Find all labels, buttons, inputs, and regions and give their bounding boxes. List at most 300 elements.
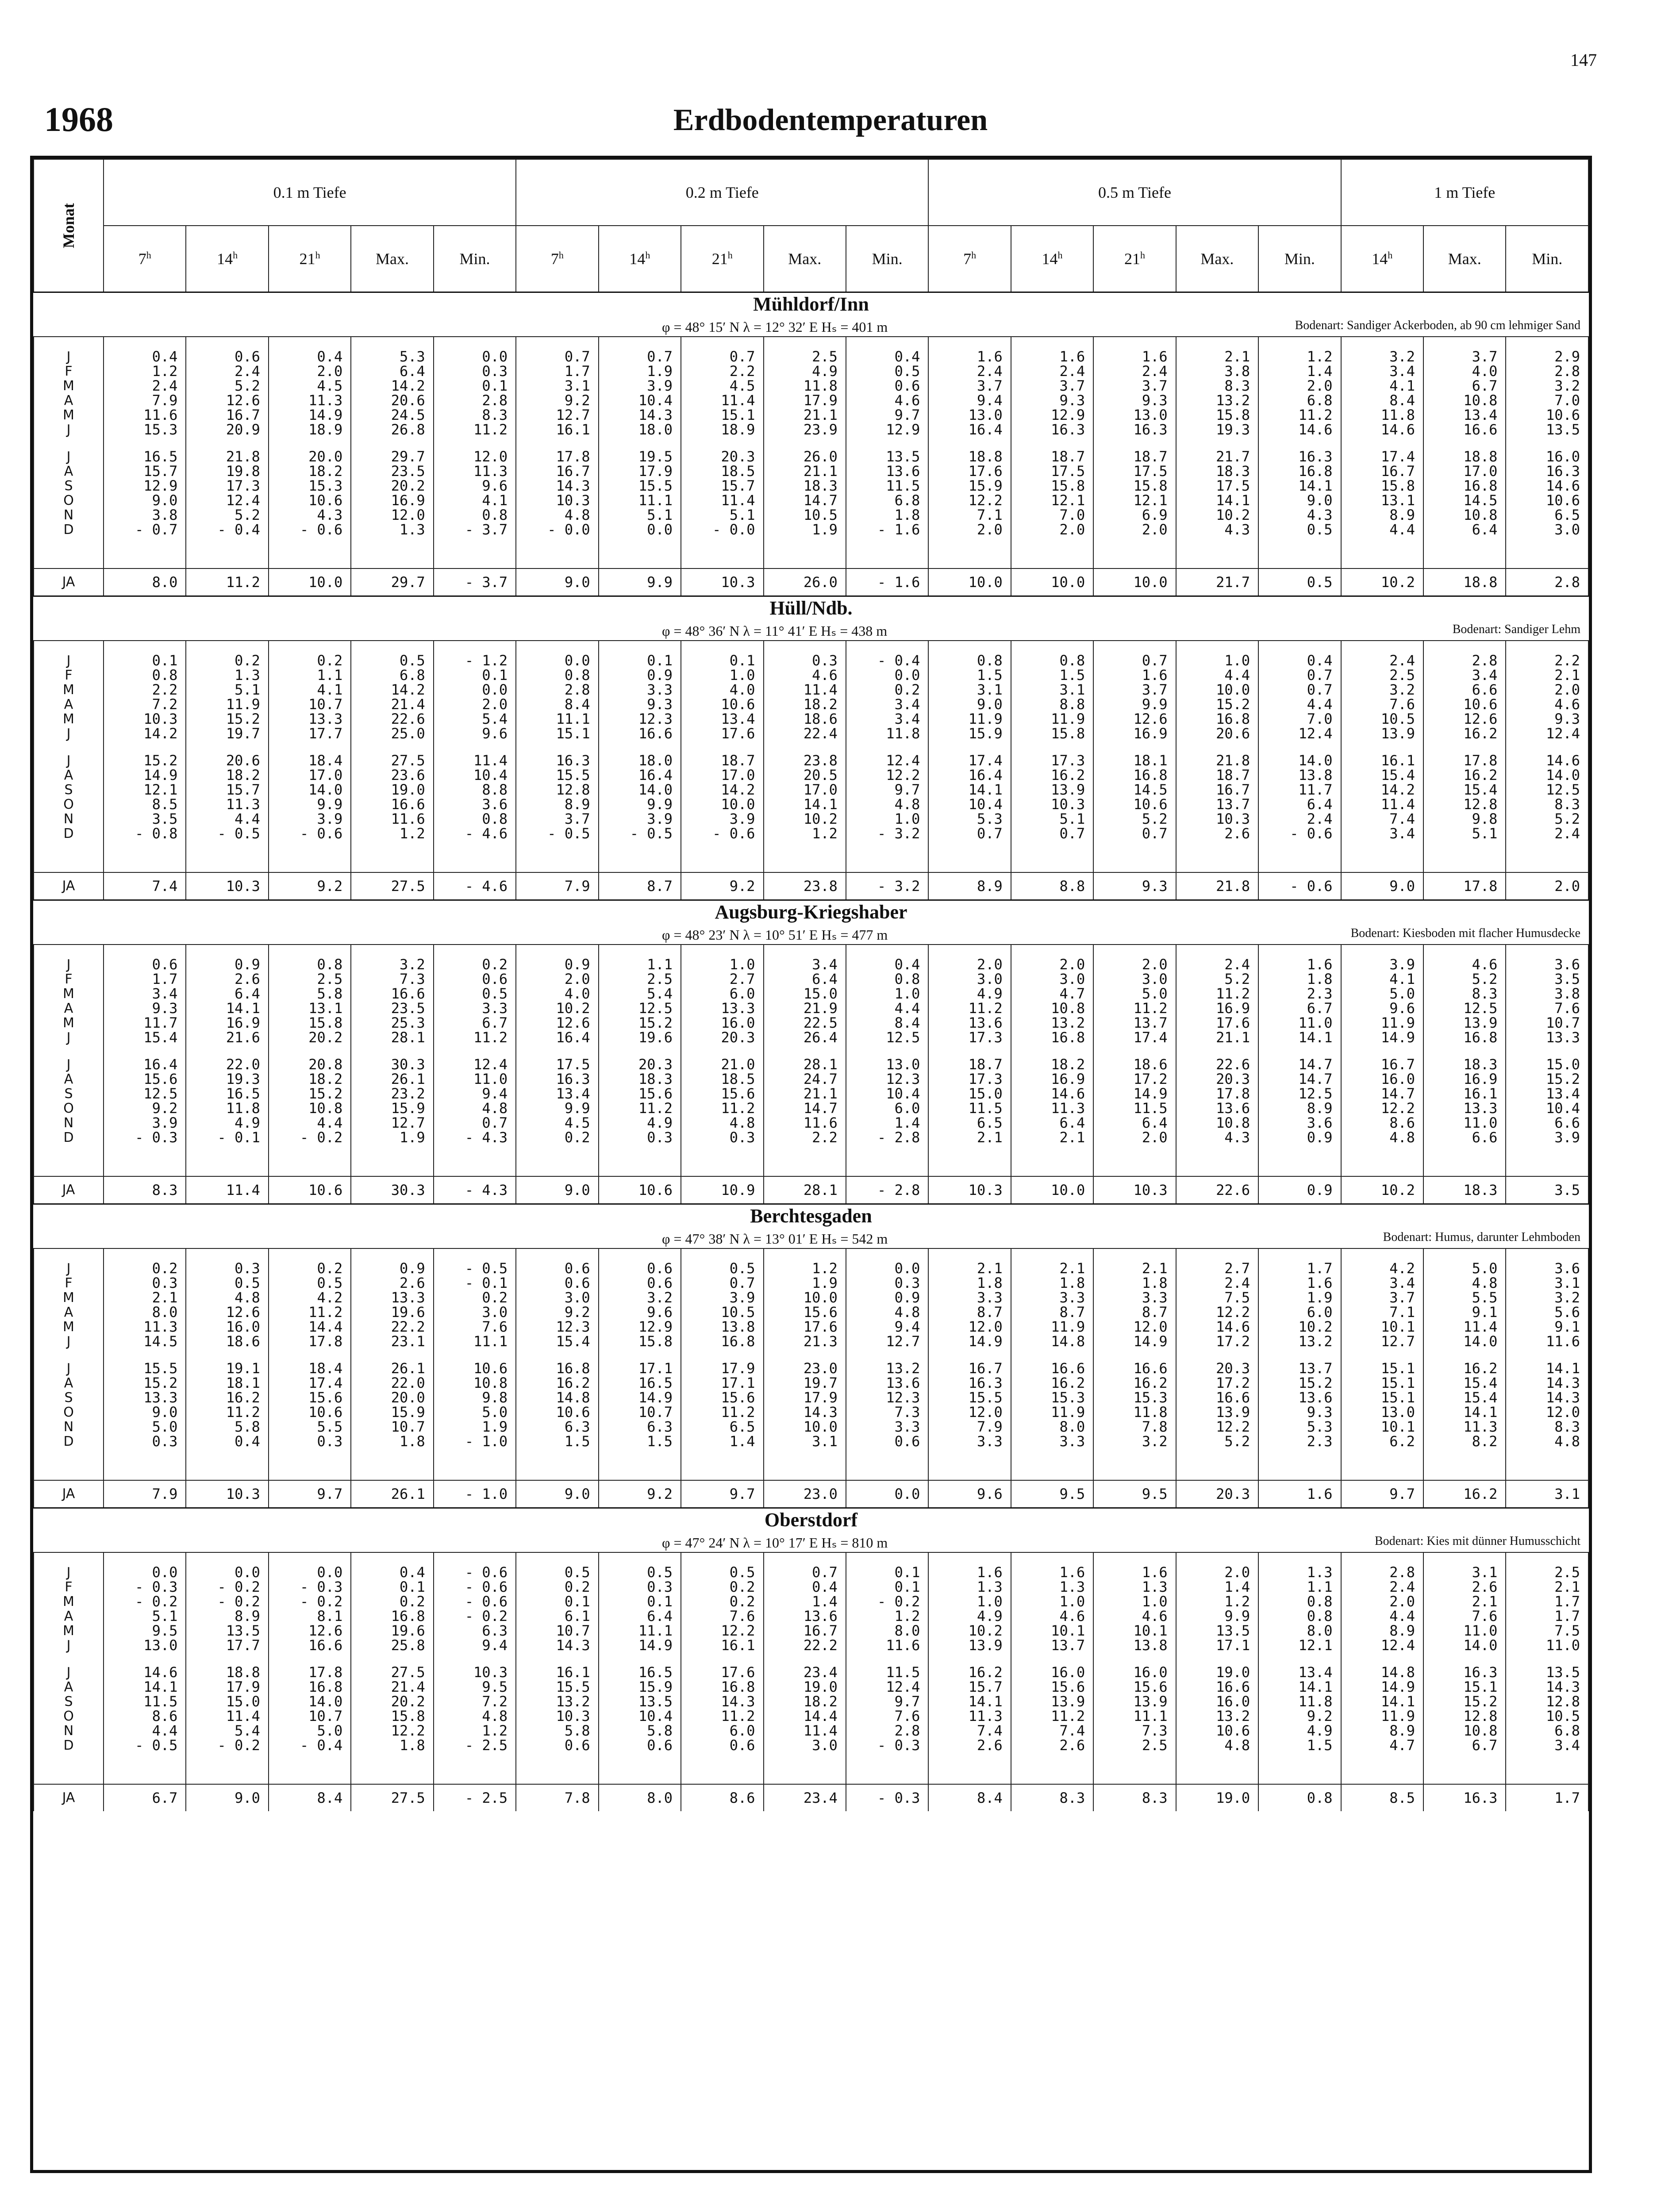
table-row bbox=[34, 1261, 1588, 1276]
table-row bbox=[34, 753, 1588, 768]
table-cell: 20.3 bbox=[681, 449, 763, 464]
table-cell: 13.8 bbox=[681, 1320, 763, 1334]
table-cell: 4.8 bbox=[846, 797, 928, 812]
table-cell: 8.9 bbox=[928, 872, 1011, 900]
table-cell: 29.7 bbox=[351, 568, 433, 596]
table-cell: 0.7 bbox=[681, 1276, 763, 1290]
table-cell: 12.7 bbox=[516, 408, 598, 422]
table-cell: 0.2 bbox=[351, 1594, 433, 1609]
table-cell: 18.7 bbox=[1011, 449, 1093, 464]
table-cell: 14.2 bbox=[104, 726, 186, 741]
table-cell: 1.7 bbox=[1258, 1261, 1341, 1276]
table-cell: 12.7 bbox=[351, 1116, 433, 1130]
table-cell: 6.8 bbox=[846, 493, 928, 508]
table-cell: 13.0 bbox=[928, 408, 1011, 422]
table-cell: 8.4 bbox=[928, 1784, 1011, 1811]
table-cell: 17.8 bbox=[1176, 1087, 1258, 1101]
table-cell: 2.8 bbox=[1506, 568, 1588, 596]
table-cell: 3.9 bbox=[1506, 1130, 1588, 1145]
month-label: J bbox=[34, 1361, 104, 1376]
table-cell: 0.9 bbox=[351, 1261, 433, 1276]
month-label: J bbox=[34, 1565, 104, 1580]
table-cell: 0.0 bbox=[434, 349, 516, 364]
table-row bbox=[34, 379, 1588, 393]
station-coords: φ = 48° 36′ N λ = 11° 41′ E Hₛ = 438 m bbox=[662, 622, 888, 639]
table-cell: 8.6 bbox=[1341, 1116, 1423, 1130]
table-cell: 2.0 bbox=[434, 697, 516, 712]
table-cell: 0.7 bbox=[516, 349, 598, 364]
table-cell: 0.8 bbox=[1011, 653, 1093, 668]
table-cell: 16.7 bbox=[1341, 464, 1423, 479]
table-cell: 16.1 bbox=[516, 422, 598, 437]
table-cell: 14.2 bbox=[351, 379, 433, 393]
station-name: Oberstdorf bbox=[34, 1508, 1588, 1532]
table-cell: - 0.2 bbox=[186, 1580, 268, 1594]
table-cell: 10.8 bbox=[1423, 393, 1506, 408]
month-label: A bbox=[34, 768, 104, 783]
table-cell: 15.7 bbox=[104, 464, 186, 479]
table-cell: 14.5 bbox=[1093, 783, 1176, 797]
table-cell: 13.9 bbox=[1423, 1016, 1506, 1030]
table-cell: 8.6 bbox=[104, 1709, 186, 1724]
table-cell: 11.0 bbox=[434, 1072, 516, 1087]
table-cell: 0.8 bbox=[434, 508, 516, 522]
table-cell: 14.1 bbox=[186, 1001, 268, 1016]
table-cell: 17.8 bbox=[269, 1665, 351, 1680]
table-cell: 4.8 bbox=[186, 1290, 268, 1305]
table-cell: - 0.6 bbox=[681, 826, 763, 841]
table-cell: 13.3 bbox=[269, 712, 351, 726]
table-cell: 1.6 bbox=[1258, 1480, 1341, 1508]
table-cell: 5.2 bbox=[1093, 812, 1176, 826]
table-cell: 10.3 bbox=[681, 568, 763, 596]
table-cell: 10.2 bbox=[928, 1624, 1011, 1638]
table-cell: 16.6 bbox=[1423, 422, 1506, 437]
table-cell: 19.0 bbox=[1176, 1784, 1258, 1811]
table-cell: 15.5 bbox=[104, 1361, 186, 1376]
table-cell: 10.7 bbox=[269, 697, 351, 712]
table-cell: 10.6 bbox=[516, 1405, 598, 1420]
table-cell: 3.9 bbox=[104, 1116, 186, 1130]
table-cell: 1.3 bbox=[1258, 1565, 1341, 1580]
table-cell: 0.5 bbox=[1258, 568, 1341, 596]
table-cell: 19.8 bbox=[186, 464, 268, 479]
table-cell: 11.5 bbox=[1093, 1101, 1176, 1116]
table-cell: 1.8 bbox=[351, 1738, 433, 1753]
table-cell: 7.4 bbox=[928, 1724, 1011, 1738]
table-cell: 1.6 bbox=[1258, 957, 1341, 972]
table-cell: 16.3 bbox=[1093, 422, 1176, 437]
table-cell: 11.6 bbox=[351, 812, 433, 826]
table-cell: 14.9 bbox=[599, 1390, 681, 1405]
table-cell: 18.3 bbox=[764, 479, 846, 493]
table-cell: 10.1 bbox=[1341, 1320, 1423, 1334]
table-row bbox=[34, 1361, 1588, 1376]
table-cell: 14.3 bbox=[1506, 1680, 1588, 1694]
table-row bbox=[34, 479, 1588, 493]
table-cell: 2.0 bbox=[1341, 1594, 1423, 1609]
table-cell: 15.9 bbox=[351, 1101, 433, 1116]
spacer-row bbox=[34, 1449, 1588, 1480]
table-row bbox=[34, 812, 1588, 826]
table-cell: 9.4 bbox=[434, 1087, 516, 1101]
table-cell: 0.1 bbox=[351, 1580, 433, 1594]
table-cell: 17.6 bbox=[681, 1665, 763, 1680]
table-cell: 0.6 bbox=[516, 1261, 598, 1276]
table-cell: 18.0 bbox=[599, 753, 681, 768]
table-cell: 4.0 bbox=[681, 683, 763, 697]
table-cell: 11.1 bbox=[599, 1624, 681, 1638]
table-cell: 20.8 bbox=[269, 1057, 351, 1072]
month-label: O bbox=[34, 1709, 104, 1724]
table-cell: 9.5 bbox=[434, 1680, 516, 1694]
table-cell: 13.6 bbox=[928, 1016, 1011, 1030]
table-cell: 3.9 bbox=[681, 1290, 763, 1305]
table-row bbox=[34, 957, 1588, 972]
table-cell: 3.1 bbox=[1506, 1276, 1588, 1290]
table-cell: 13.9 bbox=[928, 1638, 1011, 1653]
table-cell: 0.8 bbox=[1258, 1594, 1341, 1609]
spacer-row bbox=[34, 437, 1588, 449]
table-cell: 3.6 bbox=[1258, 1116, 1341, 1130]
table-cell: 0.2 bbox=[434, 957, 516, 972]
table-cell: 17.1 bbox=[681, 1376, 763, 1390]
table-cell: 15.6 bbox=[1093, 1680, 1176, 1694]
table-row bbox=[34, 1738, 1588, 1753]
table-cell: 0.2 bbox=[104, 1261, 186, 1276]
table-cell: 10.7 bbox=[269, 1709, 351, 1724]
spacer-row bbox=[34, 945, 1588, 957]
table-cell: 3.5 bbox=[1506, 972, 1588, 987]
table-cell: 14.1 bbox=[1258, 479, 1341, 493]
table-cell: - 0.6 bbox=[269, 522, 351, 537]
table-cell: 15.8 bbox=[1176, 408, 1258, 422]
month-label: F bbox=[34, 972, 104, 987]
table-cell: 9.4 bbox=[434, 1638, 516, 1653]
table-cell: 7.8 bbox=[1093, 1420, 1176, 1434]
table-cell: - 0.6 bbox=[434, 1580, 516, 1594]
table-cell: 10.2 bbox=[1258, 1320, 1341, 1334]
table-cell: 13.0 bbox=[1093, 408, 1176, 422]
table-cell: 2.5 bbox=[1341, 668, 1423, 683]
table-cell: 13.5 bbox=[599, 1694, 681, 1709]
table-cell: 0.4 bbox=[351, 1565, 433, 1580]
table-cell: 8.0 bbox=[104, 1305, 186, 1320]
table-cell: 12.7 bbox=[846, 1334, 928, 1349]
station-coords: φ = 47° 38′ N λ = 13° 01′ E Hₛ = 542 m bbox=[662, 1230, 888, 1247]
table-cell: 23.6 bbox=[351, 768, 433, 783]
table-row bbox=[34, 1016, 1588, 1030]
table-cell: 17.0 bbox=[681, 768, 763, 783]
month-label: J bbox=[34, 349, 104, 364]
table-cell: 3.4 bbox=[1341, 826, 1423, 841]
table-cell: 9.5 bbox=[1093, 1480, 1176, 1508]
month-label: N bbox=[34, 1724, 104, 1738]
table-cell: 11.5 bbox=[928, 1101, 1011, 1116]
table-cell: 14.1 bbox=[1506, 1361, 1588, 1376]
table-cell: 2.1 bbox=[928, 1130, 1011, 1145]
table-cell: 4.8 bbox=[1341, 1130, 1423, 1145]
table-cell: - 0.2 bbox=[846, 1594, 928, 1609]
table-cell: 9.5 bbox=[104, 1624, 186, 1638]
table-cell: - 0.1 bbox=[434, 1276, 516, 1290]
table-cell: 17.4 bbox=[1093, 1030, 1176, 1045]
table-cell: 0.3 bbox=[846, 1276, 928, 1290]
table-cell: 7.9 bbox=[104, 1480, 186, 1508]
table-cell: 10.8 bbox=[434, 1376, 516, 1390]
table-cell: 1.0 bbox=[681, 668, 763, 683]
table-cell: 11.0 bbox=[1258, 1016, 1341, 1030]
table-cell: 2.6 bbox=[186, 972, 268, 987]
table-cell: 5.8 bbox=[516, 1724, 598, 1738]
table-cell: 20.3 bbox=[1176, 1480, 1258, 1508]
table-cell: 14.7 bbox=[1258, 1057, 1341, 1072]
table-cell: 1.0 bbox=[846, 987, 928, 1001]
month-label: N bbox=[34, 1116, 104, 1130]
table-cell: 1.0 bbox=[1093, 1594, 1176, 1609]
table-cell: 6.3 bbox=[434, 1624, 516, 1638]
table-cell: 4.9 bbox=[1258, 1724, 1341, 1738]
table-cell: 27.5 bbox=[351, 1784, 433, 1811]
table-cell: 6.6 bbox=[1423, 683, 1506, 697]
table-cell: 16.8 bbox=[1011, 1030, 1093, 1045]
table-cell: 13.6 bbox=[846, 464, 928, 479]
table-cell: 11.5 bbox=[846, 1665, 928, 1680]
spacer-row bbox=[34, 537, 1588, 568]
table-cell: 14.4 bbox=[269, 1320, 351, 1334]
table-cell: 12.8 bbox=[1423, 1709, 1506, 1724]
annual-label: JA bbox=[34, 1480, 104, 1508]
table-cell: 20.9 bbox=[186, 422, 268, 437]
table-cell: 11.6 bbox=[764, 1116, 846, 1130]
table-cell: 18.7 bbox=[1093, 449, 1176, 464]
table-cell: 16.9 bbox=[1423, 1072, 1506, 1087]
table-cell: 16.3 bbox=[928, 1376, 1011, 1390]
table-cell: 12.4 bbox=[846, 753, 928, 768]
month-label: S bbox=[34, 479, 104, 493]
table-cell: 0.7 bbox=[1011, 826, 1093, 841]
table-cell: 3.7 bbox=[928, 379, 1011, 393]
table-cell: 1.9 bbox=[599, 364, 681, 379]
table-cell: 8.9 bbox=[1341, 1724, 1423, 1738]
table-cell: 9.1 bbox=[1423, 1305, 1506, 1320]
table-cell: 26.1 bbox=[351, 1361, 433, 1376]
table-cell: 2.1 bbox=[1176, 349, 1258, 364]
table-cell: 10.6 bbox=[599, 1176, 681, 1204]
table-cell: 3.7 bbox=[1011, 379, 1093, 393]
table-cell: 16.9 bbox=[1093, 726, 1176, 741]
table-cell: 21.8 bbox=[1176, 872, 1258, 900]
table-cell: 9.2 bbox=[269, 872, 351, 900]
table-cell: 14.1 bbox=[104, 1680, 186, 1694]
table-cell: 2.1 bbox=[1093, 1261, 1176, 1276]
table-cell: 8.9 bbox=[186, 1609, 268, 1624]
table-cell: 19.3 bbox=[186, 1072, 268, 1087]
table-cell: 16.3 bbox=[516, 1072, 598, 1087]
table-cell: 15.3 bbox=[1093, 1390, 1176, 1405]
table-cell: 12.4 bbox=[1506, 726, 1588, 741]
column-header: Max. bbox=[764, 226, 846, 292]
table-cell: 16.6 bbox=[351, 797, 433, 812]
table-cell: 14.0 bbox=[1506, 768, 1588, 783]
table-cell: 16.0 bbox=[186, 1320, 268, 1334]
table-cell: 11.4 bbox=[1341, 797, 1423, 812]
station-coords: φ = 47° 24′ N λ = 10° 17′ E Hₛ = 810 m bbox=[662, 1534, 888, 1551]
table-cell: 26.0 bbox=[764, 449, 846, 464]
table-cell: 0.4 bbox=[186, 1434, 268, 1449]
table-cell: 11.6 bbox=[104, 408, 186, 422]
table-cell: 19.0 bbox=[1176, 1665, 1258, 1680]
table-cell: 6.4 bbox=[1011, 1116, 1093, 1130]
table-cell: 1.8 bbox=[1093, 1276, 1176, 1290]
table-cell: 7.6 bbox=[681, 1609, 763, 1624]
table-cell: 9.7 bbox=[681, 1480, 763, 1508]
table-cell: 16.3 bbox=[1011, 422, 1093, 437]
table-cell: 5.4 bbox=[434, 712, 516, 726]
table-cell: 2.6 bbox=[928, 1738, 1011, 1753]
table-cell: 17.6 bbox=[1176, 1016, 1258, 1030]
table-cell: 3.0 bbox=[764, 1738, 846, 1753]
month-label: J bbox=[34, 653, 104, 668]
table-cell: 13.5 bbox=[186, 1624, 268, 1638]
table-cell: 10.5 bbox=[681, 1305, 763, 1320]
table-cell: 5.0 bbox=[1093, 987, 1176, 1001]
table-cell: 13.9 bbox=[1176, 1405, 1258, 1420]
table-cell: 6.9 bbox=[1093, 508, 1176, 522]
table-cell: 10.8 bbox=[1423, 1724, 1506, 1738]
table-cell: 8.5 bbox=[1341, 1784, 1423, 1811]
table-cell: 4.9 bbox=[599, 1116, 681, 1130]
table-row bbox=[34, 697, 1588, 712]
column-header: 7$^h$ bbox=[516, 226, 598, 292]
table-cell: 4.1 bbox=[1341, 379, 1423, 393]
table-cell: 11.4 bbox=[681, 393, 763, 408]
depth-header: 0.5 m Tiefe bbox=[928, 159, 1341, 226]
table-cell: 15.7 bbox=[928, 1680, 1011, 1694]
table-cell: 1.2 bbox=[1176, 1594, 1258, 1609]
table-cell: 11.2 bbox=[1093, 1001, 1176, 1016]
table-cell: 10.3 bbox=[516, 1709, 598, 1724]
table-cell: 5.3 bbox=[1258, 1420, 1341, 1434]
table-cell: 4.4 bbox=[1258, 697, 1341, 712]
table-cell: 11.0 bbox=[1423, 1624, 1506, 1638]
month-label: A bbox=[34, 697, 104, 712]
table-cell: 9.2 bbox=[681, 872, 763, 900]
table-cell: 11.4 bbox=[681, 493, 763, 508]
table-cell: 16.4 bbox=[928, 422, 1011, 437]
table-cell: 13.9 bbox=[1011, 1694, 1093, 1709]
table-cell: 16.7 bbox=[764, 1624, 846, 1638]
table-cell: 6.4 bbox=[1258, 797, 1341, 812]
month-label: M bbox=[34, 408, 104, 422]
table-cell: 19.6 bbox=[351, 1624, 433, 1638]
table-cell: 15.8 bbox=[1093, 479, 1176, 493]
table-cell: 9.0 bbox=[186, 1784, 268, 1811]
table-cell: 12.5 bbox=[1258, 1087, 1341, 1101]
table-cell: 13.4 bbox=[1506, 1087, 1588, 1101]
table-cell: 0.7 bbox=[764, 1565, 846, 1580]
table-cell: 16.6 bbox=[269, 1638, 351, 1653]
table-cell: 14.0 bbox=[599, 783, 681, 797]
table-cell: 10.0 bbox=[764, 1290, 846, 1305]
table-cell: 18.3 bbox=[1423, 1057, 1506, 1072]
station-info-row bbox=[34, 620, 1588, 641]
table-cell: 0.6 bbox=[599, 1276, 681, 1290]
table-cell: 12.6 bbox=[269, 1624, 351, 1638]
table-cell: 0.8 bbox=[269, 957, 351, 972]
table-cell: 10.1 bbox=[1093, 1624, 1176, 1638]
table-cell: 9.0 bbox=[516, 1176, 598, 1204]
table-cell: 1.5 bbox=[599, 1434, 681, 1449]
table-cell: 1.1 bbox=[1258, 1580, 1341, 1594]
table-cell: 14.1 bbox=[764, 797, 846, 812]
table-cell: 2.1 bbox=[1506, 1580, 1588, 1594]
table-cell: 9.2 bbox=[599, 1480, 681, 1508]
table-cell: 5.2 bbox=[1506, 812, 1588, 826]
table-cell: 0.3 bbox=[104, 1434, 186, 1449]
table-row bbox=[34, 972, 1588, 987]
table-cell: 14.3 bbox=[599, 408, 681, 422]
table-cell: 18.7 bbox=[681, 753, 763, 768]
table-cell: 13.5 bbox=[846, 449, 928, 464]
table-cell: 12.5 bbox=[1423, 1001, 1506, 1016]
table-cell: 1.6 bbox=[1011, 349, 1093, 364]
table-cell: 5.0 bbox=[434, 1405, 516, 1420]
depth-header: 0.1 m Tiefe bbox=[104, 159, 516, 226]
table-cell: 6.6 bbox=[1423, 1130, 1506, 1145]
table-cell: 4.2 bbox=[1341, 1261, 1423, 1276]
table-row bbox=[34, 1594, 1588, 1609]
table-cell: 13.4 bbox=[516, 1087, 598, 1101]
table-cell: 10.6 bbox=[269, 1176, 351, 1204]
table-cell: 1.5 bbox=[928, 668, 1011, 683]
table-cell: 13.4 bbox=[681, 712, 763, 726]
table-cell: 23.4 bbox=[764, 1784, 846, 1811]
table-cell: 15.2 bbox=[1506, 1072, 1588, 1087]
table-cell: 2.5 bbox=[1506, 1565, 1588, 1580]
table-cell: 17.2 bbox=[1176, 1376, 1258, 1390]
spacer-row bbox=[34, 641, 1588, 653]
table-cell: 26.4 bbox=[764, 1030, 846, 1045]
table-cell: 16.2 bbox=[1011, 768, 1093, 783]
month-label: M bbox=[34, 1320, 104, 1334]
table-cell: 4.8 bbox=[434, 1709, 516, 1724]
table-cell: 21.7 bbox=[1176, 449, 1258, 464]
table-cell: 3.0 bbox=[928, 972, 1011, 987]
table-cell: 16.6 bbox=[1093, 1361, 1176, 1376]
table-cell: 0.3 bbox=[434, 364, 516, 379]
table-cell: 7.3 bbox=[1093, 1724, 1176, 1738]
table-cell: 13.0 bbox=[104, 1638, 186, 1653]
spacer-row bbox=[34, 1349, 1588, 1361]
table-cell: 7.4 bbox=[1011, 1724, 1093, 1738]
table-cell: 15.4 bbox=[1423, 1376, 1506, 1390]
table-cell: 13.3 bbox=[1423, 1101, 1506, 1116]
table-cell: - 4.3 bbox=[434, 1130, 516, 1145]
table-cell: 16.7 bbox=[1176, 783, 1258, 797]
table-row bbox=[34, 768, 1588, 783]
table-cell: 3.0 bbox=[434, 1305, 516, 1320]
table-cell: 15.2 bbox=[599, 1016, 681, 1030]
table-cell: 3.2 bbox=[351, 957, 433, 972]
table-cell: 11.1 bbox=[434, 1334, 516, 1349]
table-cell: 11.4 bbox=[186, 1709, 268, 1724]
table-cell: 17.0 bbox=[1423, 464, 1506, 479]
table-cell: 8.8 bbox=[434, 783, 516, 797]
table-cell: 12.2 bbox=[1176, 1420, 1258, 1434]
table-cell: 15.0 bbox=[186, 1694, 268, 1709]
table-cell: 5.2 bbox=[186, 508, 268, 522]
